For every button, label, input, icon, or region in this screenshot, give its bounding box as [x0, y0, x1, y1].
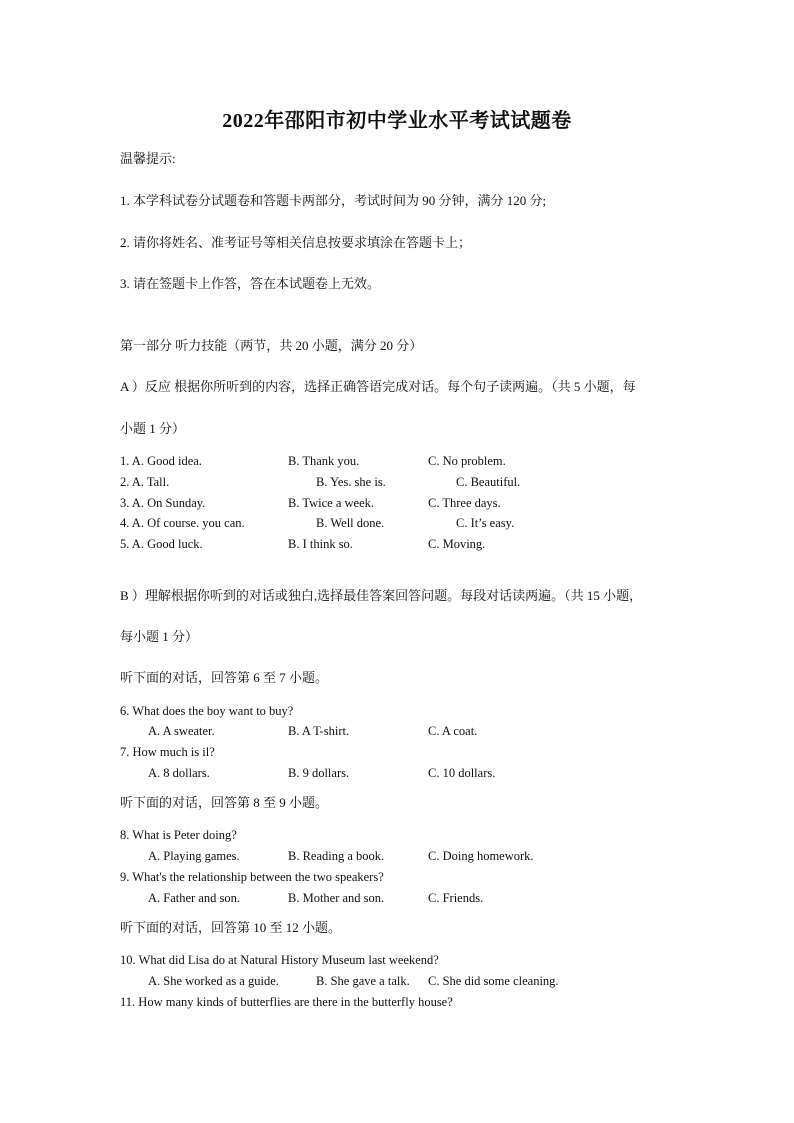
dialogue-instruction-6-7: 听下面的对话，回答第 6 至 7 小题。 [120, 670, 329, 685]
q5-option-a: 5. A. Good luck. [120, 537, 203, 551]
notice-item-3: 3. 请在签题卡上作答，答在本试题卷上无效。 [120, 276, 381, 291]
q9-option-a: A. Father and son. [148, 891, 240, 905]
q3-option-a: 3. A. On Sunday. [120, 496, 206, 510]
sectionB-instructions-line2: 每小题 1 分） [120, 629, 199, 644]
q2-option-a: 2. A. Tall. [120, 475, 170, 489]
q3-option-b: B. Twice a week. [288, 496, 375, 510]
q3-option-c: C. Three days. [428, 496, 501, 510]
q7-text: 7. How much is il? [120, 745, 215, 759]
dialogue-instruction-8-9: 听下面的对话，回答第 8 至 9 小题。 [120, 795, 329, 810]
q8-option-c: C. Doing homework. [428, 849, 534, 863]
q6-option-b: B. A T-shirt. [288, 724, 350, 738]
q8-option-b: B. Reading a book. [288, 849, 385, 863]
q10-option-a: A. She worked as a guide. [148, 974, 279, 988]
page-title: 2022年邵阳市初中学业水平考试试题卷 [222, 110, 572, 132]
q7-option-a: A. 8 dollars. [148, 766, 210, 780]
q5-option-b: B. I think so. [288, 537, 353, 551]
q8-text: 8. What is Peter doing? [120, 828, 237, 842]
sectionA-instructions-line1: A ）反应 根据你所听到的内容，选择正确答语完成对话。每个句子读两遍。（共 5 小题，每 [120, 379, 636, 394]
q7-option-b: B. 9 dollars. [288, 766, 350, 780]
q6-option-c: C. A coat. [428, 724, 478, 738]
q11-text: 11. How many kinds of butterflies are there in the butterfly house? [120, 995, 453, 1009]
q1-option-a: 1. A. Good idea. [120, 454, 202, 468]
q5-option-c: C. Moving. [428, 537, 486, 551]
q9-option-b: B. Mother and son. [288, 891, 385, 905]
q9-option-c: C. Friends. [428, 891, 484, 905]
q8-option-a: A. Playing games. [148, 849, 240, 863]
q7-option-c: C. 10 dollars. [428, 766, 496, 780]
q1-option-b: B. Thank you. [288, 454, 360, 468]
q10-option-b: B. She gave a talk. [316, 974, 410, 988]
notice-item-2: 2. 请你将姓名、准考证号等相关信息按要求填涂在答题卡上； [120, 235, 472, 250]
q6-text: 6. What does the boy want to buy? [120, 704, 294, 718]
sectionA-instructions-line2: 小题 1 分） [120, 421, 186, 436]
q10-option-c: C. She did some cleaning. [428, 974, 559, 988]
q1-option-c: C. No problem. [428, 454, 506, 468]
q2-option-c: C. Beautiful. [456, 475, 521, 489]
q10-text: 10. What did Lisa do at Natural History Museum last weekend? [120, 953, 439, 967]
q9-text: 9. What's the relationship between the two speakers? [120, 870, 384, 884]
dialogue-instruction-10-12: 听下面的对话，回答第 10 至 12 小题。 [120, 920, 342, 935]
q2-option-b: B. Yes. she is. [316, 475, 386, 489]
q4-option-a: 4. A. Of course. you can. [120, 516, 245, 530]
q4-option-c: C. It’s easy. [456, 516, 515, 530]
q4-option-b: B. Well done. [316, 516, 385, 530]
sectionB-instructions-line1: B ）理解根据你听到的对话或独白,选择最佳答案回答问题。每段对话读两遍。（共 15 小题， [120, 588, 643, 603]
q6-option-a: A. A sweater. [148, 724, 215, 738]
notice-item-1: 1. 本学科试卷分试题卷和答题卡两部分，考试时间为 90 分钟，满分 120 分; [120, 193, 547, 208]
notice-heading: 温馨提示: [120, 151, 176, 166]
part1-heading: 第一部分 听力技能（两节，共 20 小题，满分 20 分） [120, 338, 423, 353]
